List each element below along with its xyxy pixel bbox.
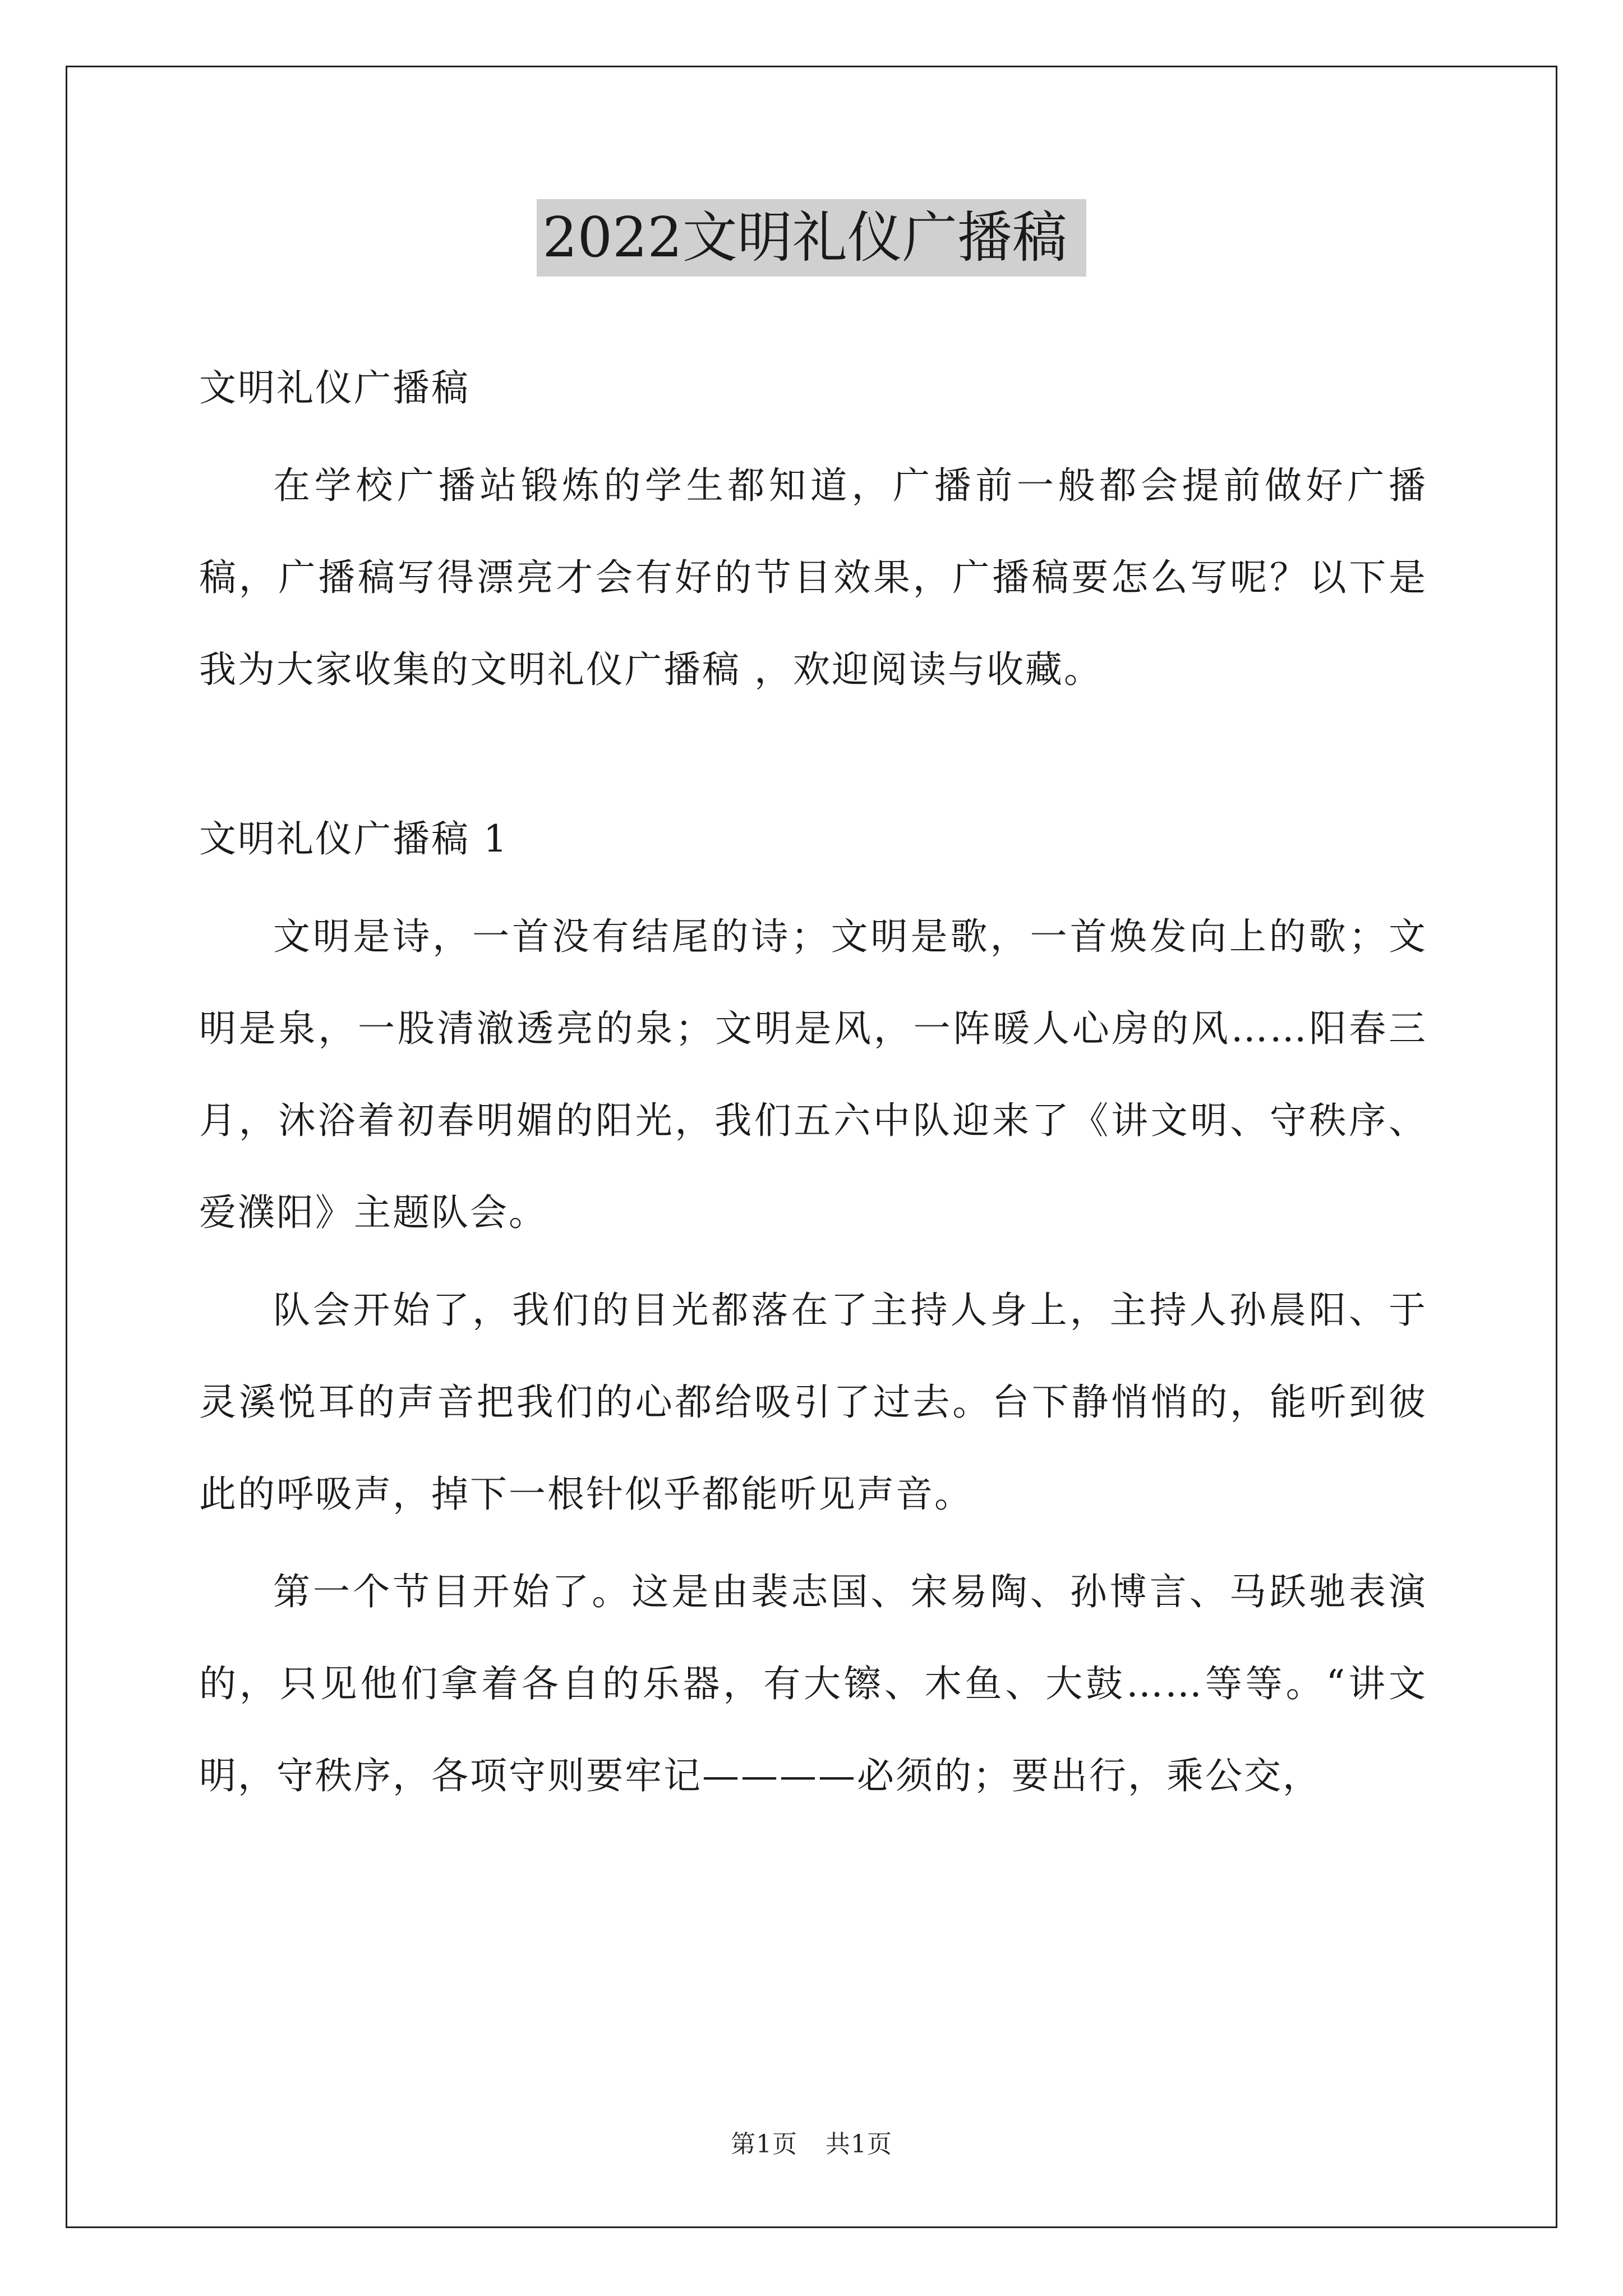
document-title: 2022文明礼仪广播稿 [537, 199, 1086, 277]
intro-paragraph: 在学校广播站锻炼的学生都知道，广播前一般都会提前做好广播稿，广播稿写得漂亮才会有好的节目效果，广播稿要怎么写呢？以下是我为大家收集的文明礼仪广播稿 ，欢迎阅读与收藏。 [199, 464, 1427, 691]
title-container [0, 199, 1623, 277]
page-footer [0, 2128, 1623, 2161]
section-heading: 文明礼仪广播稿 1 [199, 817, 509, 861]
page-total: 共1页 [826, 2130, 892, 2159]
document-body [199, 342, 1427, 1822]
body-paragraph: 文明是诗，一首没有结尾的诗；文明是歌，一首焕发向上的歌；文明是泉，一股清澈透亮的泉；文明是风，一阵暖人心房的风……阳春三月，沐浴着初春明媚的阳光，我们五六中队迎来了《讲文明、守秩序、爱濮阳》主题队会。 [199, 915, 1427, 1234]
document-subtitle: 文明礼仪广播稿 [199, 366, 470, 409]
page-number: 第1页 [731, 2130, 797, 2159]
body-paragraph: 队会开始了，我们的目光都落在了主持人身上，主持人孙晨阳、于灵溪悦耳的声音把我们的心都给吸引了过去。台下静悄悄的，能听到彼此的呼吸声，掉下一根针似乎都能听见声音。 [199, 1289, 1427, 1516]
body-paragraph: 第一个节目开始了。这是由裴志国、宋易陶、孙博言、马跃驰表演的，只见他们拿着各自的乐器，有大镲、木鱼、大鼓……等等。“讲文明，守秩序，各项守则要牢记————必须的；要出行，乘公交， [199, 1570, 1427, 1797]
